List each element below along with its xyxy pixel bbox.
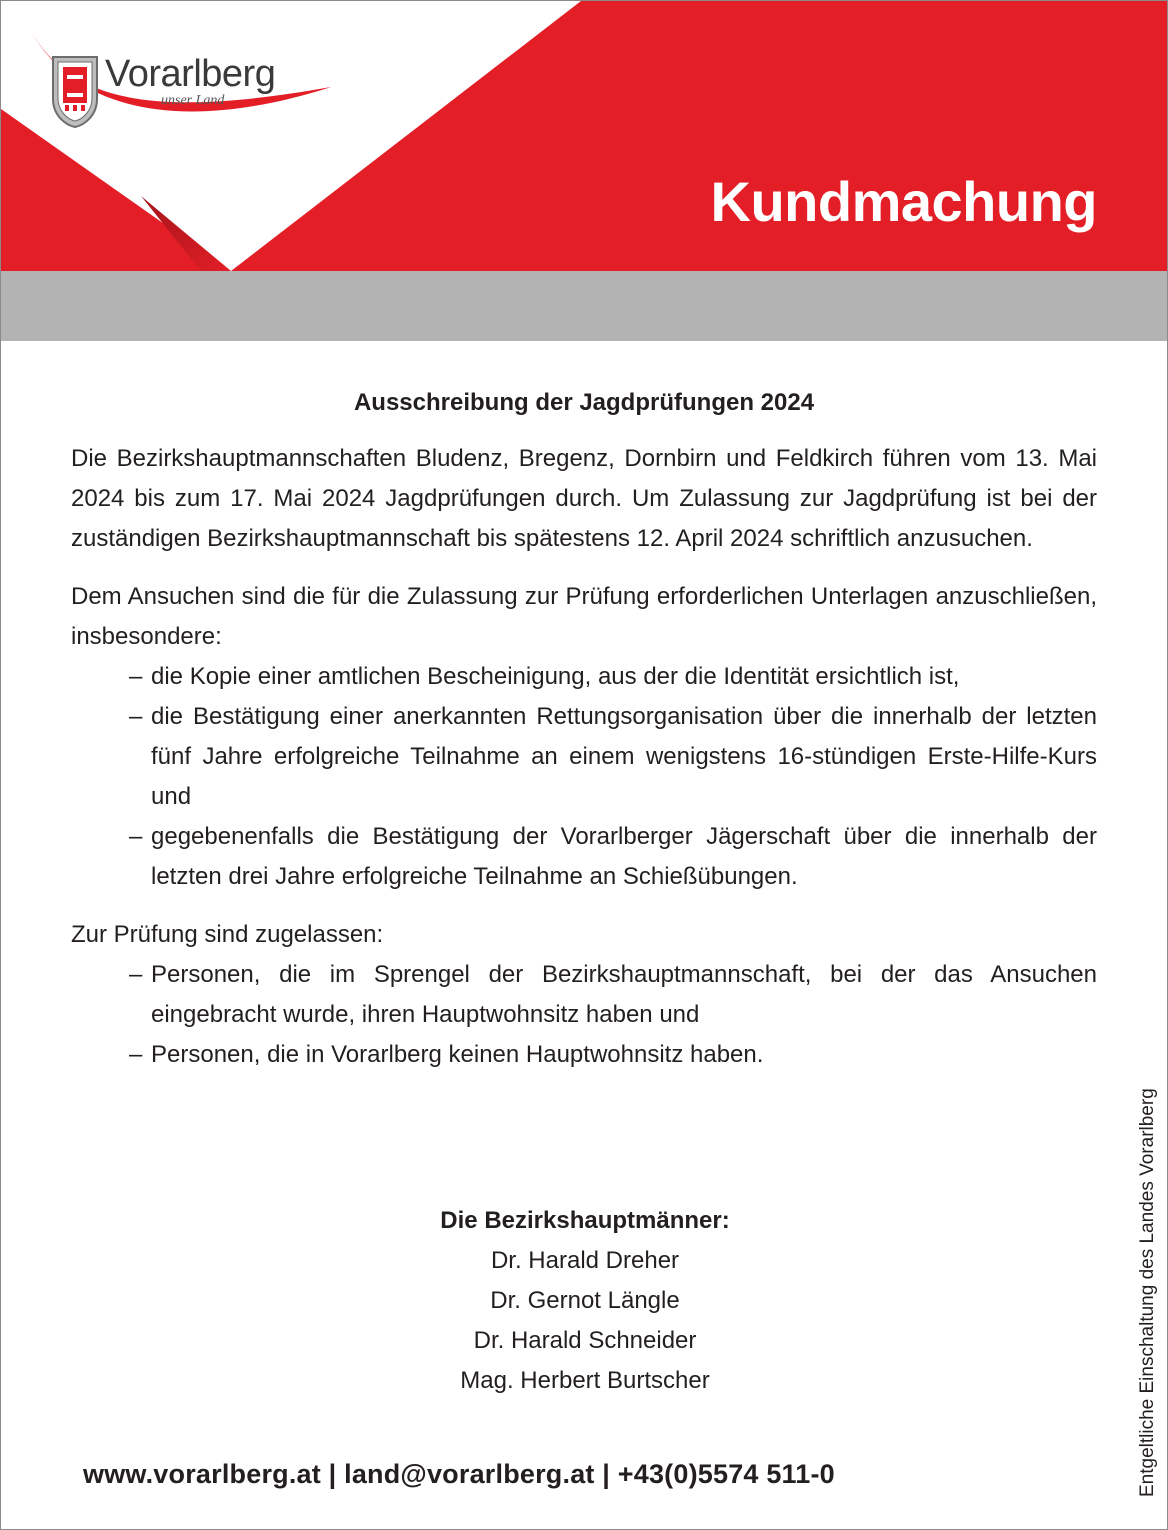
list-item: – die Kopie einer amtlichen Bescheinigung, aus der die Identität ersichtlich ist, [129, 657, 1097, 697]
list-item: – die Bestätigung einer anerkannten Rettungsorganisation über die innerhalb der letzten fünf Jahre erfolgreiche Teilnahme an einem wenigstens 16-stündigen Erste-Hilfe-Kurs und [129, 697, 1097, 817]
paragraph-admitted-intro: Zur Prüfung sind zugelassen: [71, 921, 384, 948]
signatory-name: Dr. Harald Schneider [473, 1327, 697, 1354]
signatory-name: Mag. Herbert Burtscher [460, 1367, 710, 1394]
admitted-list [71, 955, 1097, 1075]
list-item: – gegebenenfalls die Bestätigung der Vorarlberger Jägerschaft über die innerhalb der letzten drei Jahre erfolgreiche Teilnahme an Schießübungen. [129, 817, 1097, 897]
coat-of-arms-icon [51, 55, 99, 129]
dash-marker: – [129, 663, 143, 690]
page-title: Kundmachung [710, 170, 1097, 233]
logo-name: Vorarlberg [105, 53, 276, 95]
list-item: – Personen, die in Vorarlberg keinen Hauptwohnsitz haben. [129, 1035, 1097, 1075]
dash-marker: – [129, 961, 143, 988]
dash-marker: – [129, 823, 143, 850]
signatory-name: Dr. Gernot Längle [490, 1287, 680, 1314]
paid-advertisement-note: Entgeltliche Einschaltung des Landes Vorarlberg [1137, 1088, 1158, 1497]
documents-list [71, 657, 1097, 897]
header-banner [1, 1, 1167, 341]
paragraph-exam-dates: Die Bezirkshauptmannschaften Bludenz, Bregenz, Dornbirn und Feldkirch führen vom 13. Mai 2024 bis zum 17. Mai 2024 Jagdprüfungen durch. Um Zulassung zur Jagdprüfung ist bei der zuständigen Bezirkshauptmannschaft bis spätestens 12. April 2024 schriftlich anzusuchen. [71, 445, 1097, 552]
announcement-heading: Ausschreibung der Jagdprüfungen 2024 [353, 389, 815, 416]
signature-block [1, 1201, 1168, 1401]
logo-tagline: unser Land [161, 93, 225, 108]
grey-band [1, 271, 1167, 341]
vorarlberg-logo[interactable] [51, 53, 351, 133]
signatory-name: Dr. Harald Dreher [490, 1247, 680, 1274]
paragraph-documents-intro: Dem Ansuchen sind die für die Zulassung zur Prüfung erforderlichen Unterlagen anzuschließen, insbesondere: [71, 583, 1097, 650]
signature-heading: Die Bezirkshauptmänner: [440, 1207, 730, 1234]
dash-marker: – [129, 1041, 143, 1068]
announcement-body [71, 385, 1097, 1093]
dash-marker: – [129, 703, 143, 730]
list-item: – Personen, die im Sprengel der Bezirkshauptmannschaft, bei der das Ansuchen eingebracht wurde, ihren Hauptwohnsitz haben und [129, 955, 1097, 1035]
footer-contact-line[interactable]: www.vorarlberg.at | land@vorarlberg.at | +43(0)5574 511-0 [83, 1459, 835, 1489]
